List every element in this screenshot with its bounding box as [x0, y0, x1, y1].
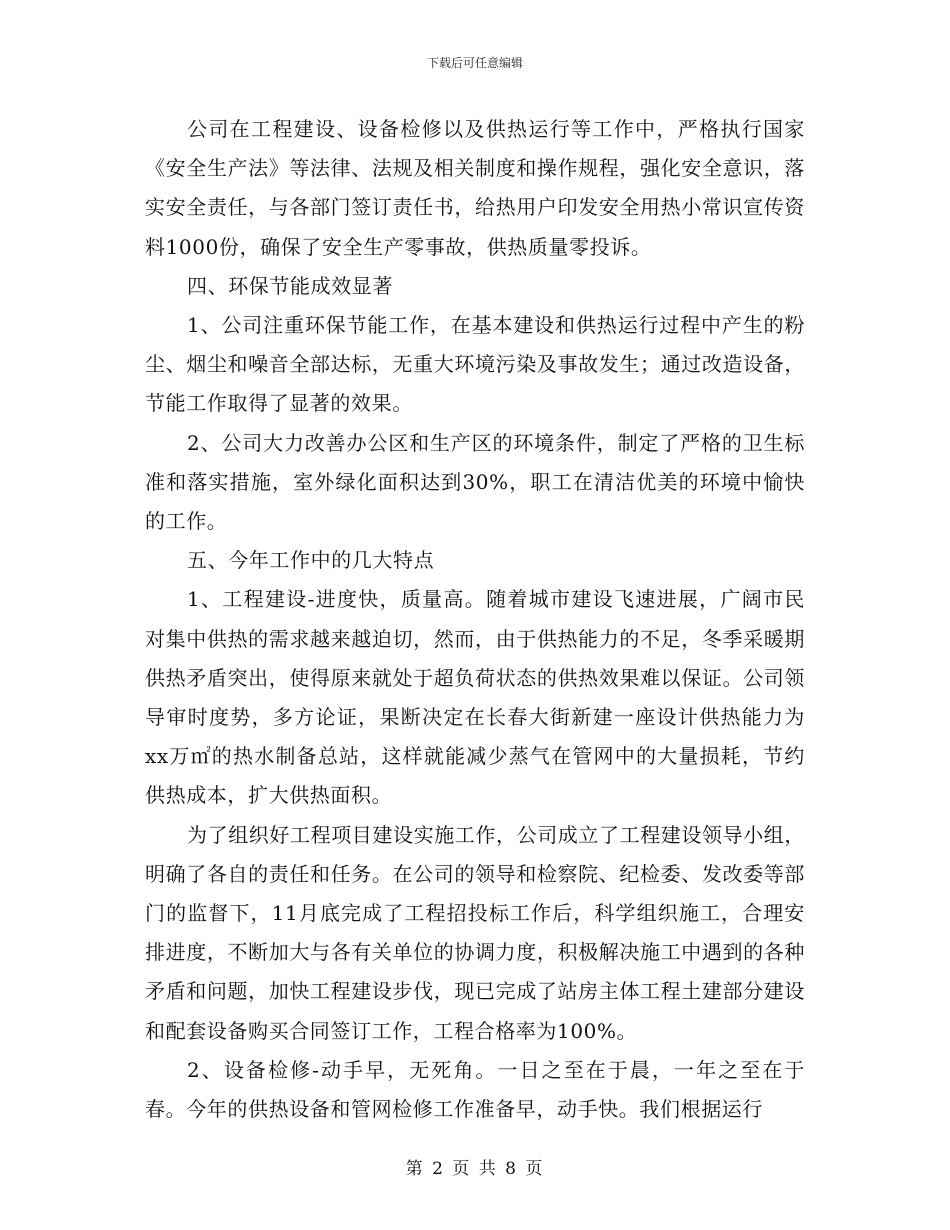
- paragraph-environment-2: 2、公司大力改善办公区和生产区的环境条件，制定了严格的卫生标准和落实措施，室外绿化面积达到30%，职工在清洁优美的环境中愉快的工作。: [145, 430, 805, 534]
- document-body: [145, 110, 805, 1129]
- paragraph-safety: 公司在工程建设、设备检修以及供热运行等工作中，严格执行国家《安全生产法》等法律、法规及相关制度和操作规程，强化安全意识，落实安全责任，与各部门签订责任书，给热用户印发安全用热小常识宣传资料1000份，确保了安全生产零事故，供热质量零投诉。: [145, 117, 805, 259]
- paragraph-construction: 1、工程建设-进度快，质量高。随着城市建设飞速进展，广阔市民对集中供热的需求越来越迫切，然而，由于供热能力的不足，冬季采暖期供热矛盾突出，使得原来就处于超负荷状态的供热效果难以保证。公司领导审时度势，多方论证，果断决定在长春大街新建一座设计供热能力为xx万㎡的热水制备总站，这样就能减少蒸气在管网中的大量损耗，节约供热成本，扩大供热面积。: [145, 587, 805, 808]
- section-heading-features: 五、今年工作中的几大特点: [187, 548, 435, 573]
- paragraph-environment-1: 1、公司注重环保节能工作，在基本建设和供热运行过程中产生的粉尘、烟尘和噪音全部达标，无重大环境污染及事故发生；通过改造设备，节能工作取得了显著的效果。: [145, 313, 805, 416]
- page-footer: 第 2 页 共 8 页: [405, 1159, 545, 1179]
- page-header: 下载后可任意编辑: [426, 56, 523, 70]
- section-heading-environment: 四、环保节能成效显著: [187, 273, 393, 298]
- paragraph-maintenance: 2、设备检修-动手早，无死角。一日之至在于晨，一年之至在于春。今年的供热设备和管网检修工作准备早，动手快。我们根据运行: [145, 1057, 805, 1122]
- paragraph-organization: 为了组织好工程项目建设实施工作，公司成立了工程建设领导小组，明确了各自的责任和任务。在公司的领导和检察院、纪检委、发改委等部门的监督下，11月底完成了工程招投标工作后，科学组织施工，合理安排进度，不断加大与各有关单位的协调力度，积极解决施工中遇到的各种矛盾和问题，加快工程建设步伐，现已完成了站房主体工程土建部分建设和配套设备购买合同签订工作，工程合格率为100%。: [145, 822, 805, 1043]
